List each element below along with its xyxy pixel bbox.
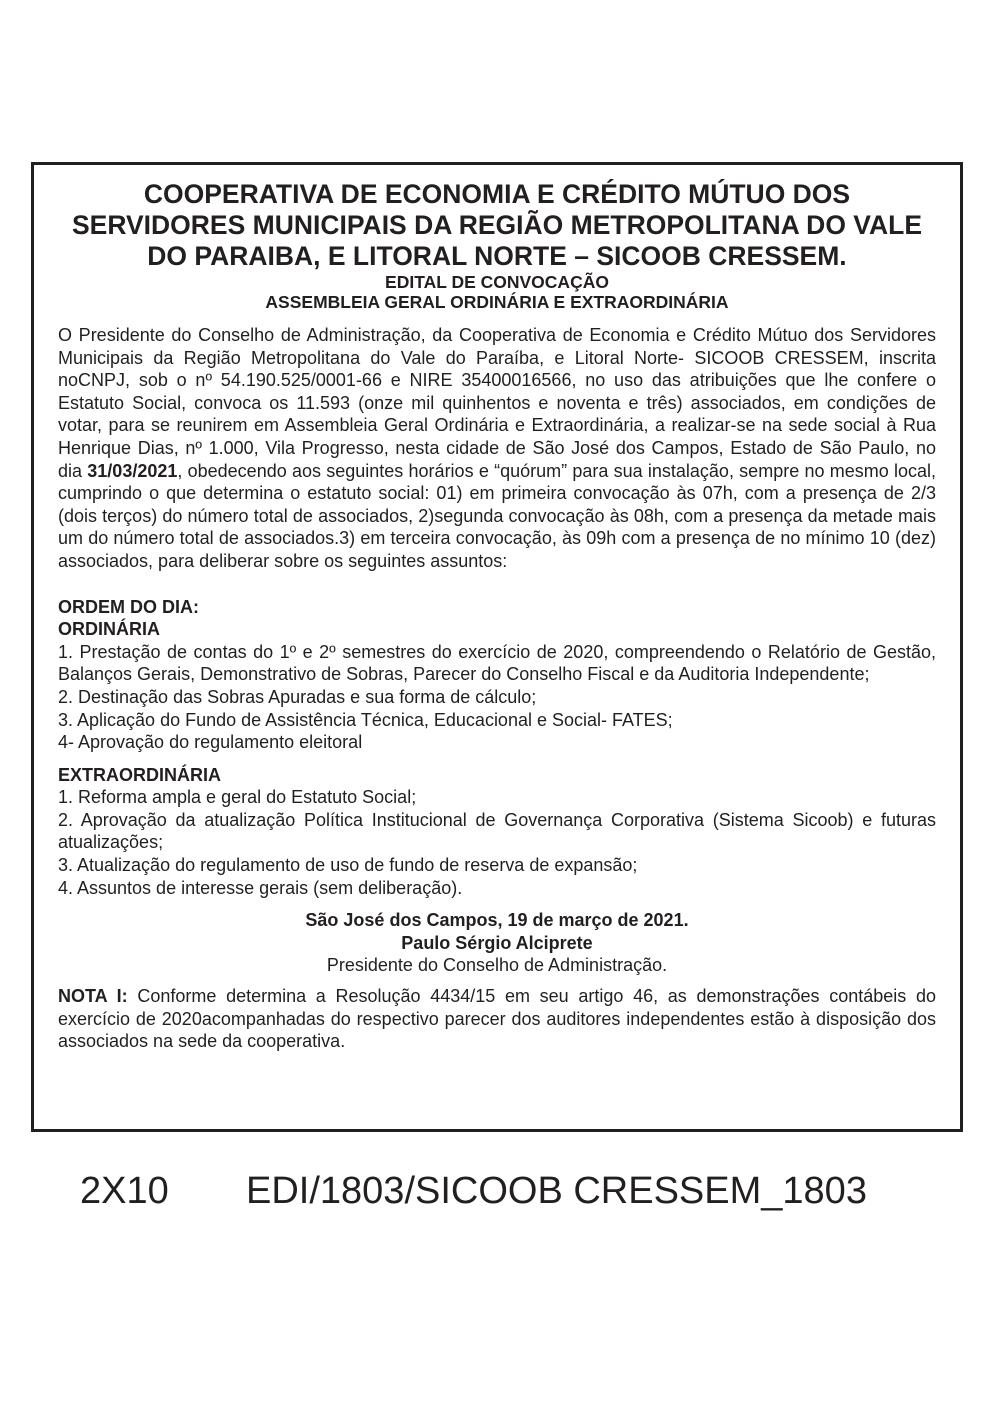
agenda-heading: ORDEM DO DIA: [58, 596, 199, 617]
assembly-date: 31/03/2021 [87, 460, 178, 481]
signer-title: Presidente do Conselho de Administração. [326, 955, 668, 976]
footer-code [80, 1168, 867, 1214]
ordinary-item: 2. Destinação das Sobras Apuradas e sua forma de cálculo; [58, 686, 537, 707]
signer-name: Paulo Sérgio Alciprete [401, 932, 593, 953]
assembly-title: ASSEMBLEIA GERAL ORDINÁRIA E EXTRAORDINÁRIA [265, 292, 729, 312]
edital-title: EDITAL DE CONVOCAÇÃO [385, 272, 609, 292]
org-name-line3: DO PARAIBA, E LITORAL NORTE – SICOOB CRESSEM. [147, 241, 847, 271]
extraordinary-item: 1. Reforma ampla e geral do Estatuto Social; [58, 787, 417, 808]
size-code: 2X10 [80, 1170, 169, 1212]
extraordinary-item: 3. Atualização do regulamento de uso de fundo de reserva de expansão; [58, 855, 638, 876]
ordinary-item: 4- Aprovação do regulamento eleitoral [58, 732, 363, 753]
org-name-line2: SERVIDORES MUNICIPAIS DA REGIÃO METROPOLITANA DO VALE [71, 210, 923, 240]
intro-part2: , obedecendo aos seguintes horários e “quórum” para sua instalação, sempre no mesmo local, cumprindo o que determina o estatuto social: 01) em primeira convocação às 07h, com a presença de 2/3 (dois terços) do número total de associados, 2)segunda convocação às 08h, com a presença da metade mais um do número total de associados.3) em terceira convocação, às 09h com a presença de no mínimo 10 (dez) associados, para deliberar sobre os seguintes assuntos: [58, 460, 937, 571]
note-text: Conforme determina a Resolução 4434/15 em seu artigo 46, as demonstrações contábeis do exercício de 2020acompanhadas do respectivo parecer dos auditores independentes estão à disposição dos associados na sede da cooperativa. [58, 986, 936, 1052]
ordinary-heading: ORDINÁRIA [58, 619, 160, 640]
extraordinary-item: 4. Assuntos de interesse gerais (sem deliberação). [58, 877, 463, 898]
note-label: NOTA I: [58, 986, 128, 1007]
signature-block [58, 909, 936, 977]
notice-box [31, 162, 963, 1132]
note-paragraph [58, 985, 936, 1053]
extraordinary-item: 2. Aprovação da atualização Política Institucional de Governança Corporativa (Sistema Sicoob) e futuras atualizações; [58, 809, 936, 853]
place-date: São José dos Campos, 19 de março de 2021. [305, 910, 689, 931]
edition-code: EDI/1803/SICOOB CRESSEM_1803 [246, 1170, 867, 1212]
intro-part1: O Presidente do Conselho de Administração, da Cooperativa de Economia e Crédito Mútuo dos Servidores Municipais da Região Metropolitana do Vale do Paraíba, e Litoral Norte- SICOOB CRESSEM, inscrita noCNPJ, sob o nº 54.190.525/0001-66 e NIRE 35400016566, no uso das atribuições que lhe confere o Estatuto Social, convoca os 11.593 (onze mil quinhentos e noventa e três) associados, em condições de votar, para se reunirem em Assembleia Geral Ordinária e Extraordinária, a realizar-se na sede social à Rua Henrique Dias, nº 1.000, Vila Progresso, nesta cidade de São José dos Campos, Estado de São Paulo, no dia [58, 325, 936, 481]
intro-paragraph [58, 324, 936, 573]
ordinary-item: 3. Aplicação do Fundo de Assistência Técnica, Educacional e Social- FATES; [58, 709, 673, 730]
extraordinary-heading: EXTRAORDINÁRIA [58, 764, 222, 785]
org-name-line1: COOPERATIVA DE ECONOMIA E CRÉDITO MÚTUO DOS [143, 179, 851, 209]
ordinary-item: 1. Prestação de contas do 1º e 2º semestres do exercício de 2020, compreendendo o Relatório de Gestão, Balanços Gerais, Demonstrativo de Sobras, Parecer do Conselho Fiscal e da Auditoria Independente; [58, 641, 936, 685]
